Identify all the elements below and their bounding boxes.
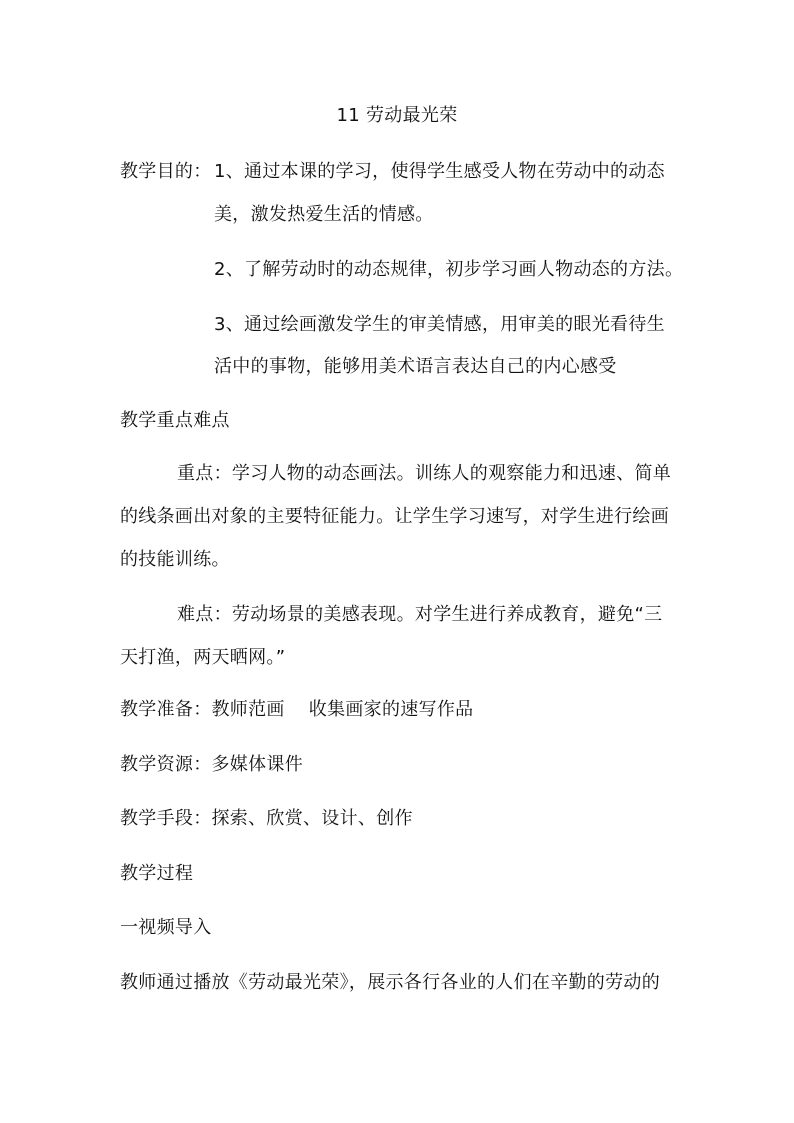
focus-line-2: 的线条画出对象的主要特征能力。让学生学习速写，对学生进行绘画 [120, 506, 669, 527]
section-1-heading: 一视频导入 [120, 917, 212, 938]
difficulty-line-2: 天打渔，两天晒网。” [120, 647, 286, 668]
resources-line: 教学资源：多媒体课件 [120, 754, 303, 775]
methods-line: 教学手段：探索、欣赏、设计、创作 [120, 808, 413, 829]
key-points-heading: 教学重点难点 [120, 410, 230, 431]
section-1-paragraph-line-1: 教师通过播放《劳动最光荣》，展示各行各业的人们在辛勤的劳动的 [120, 972, 660, 993]
document-title: 11 劳动最光荣 [336, 105, 458, 126]
difficulty-line-1: 难点：劳动场景的美感表现。对学生进行养成教育，避免“三 [177, 604, 663, 625]
focus-line-3: 的技能训练。 [120, 549, 230, 570]
focus-line-1: 重点：学习人物的动态画法。训练人的观察能力和迅速、简单 [177, 463, 672, 484]
process-heading: 教学过程 [120, 863, 194, 884]
preparation-line: 教学准备：教师范画 收集画家的速写作品 [120, 699, 474, 720]
objective-1-line-2: 美，激发热爱生活的情感。 [214, 204, 434, 225]
objective-3-line-1: 3、通过绘画激发学生的审美情感，用审美的眼光看待生 [214, 314, 665, 335]
objective-1-line-1: 1、通过本课的学习，使得学生感受人物在劳动中的动态 [214, 161, 665, 182]
objectives-label: 教学目的： [120, 161, 212, 182]
objective-3-line-2: 活中的事物，能够用美术语言表达自己的内心感受 [214, 356, 617, 377]
objective-2: 2、了解劳动时的动态规律，初步学习画人物动态的方法。 [214, 259, 684, 280]
